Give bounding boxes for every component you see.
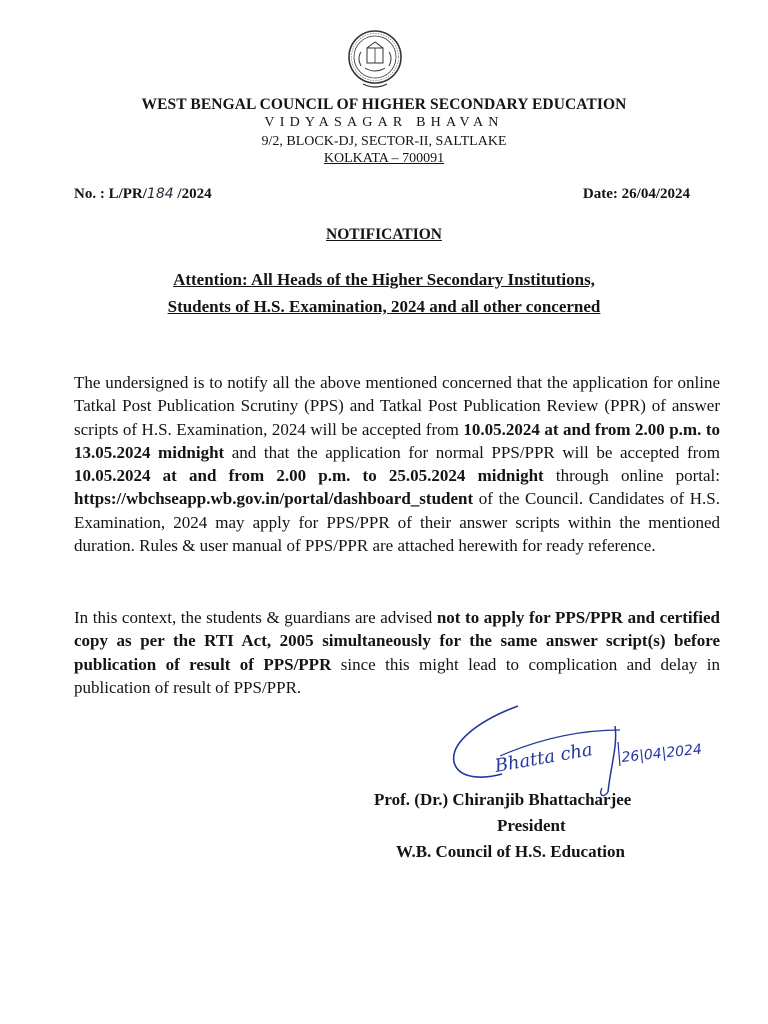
signature-image	[440, 700, 740, 800]
p1-normal-dates: 10.05.2024 at and from 2.00 p.m. to 25.05.2024 midnight	[74, 466, 544, 486]
p2-warning: not to apply for PPS/PPR and certified copy as per the RTI Act, 2005 simultaneously for the same answer script(s) before publication of result of PPS/PPR	[74, 608, 720, 674]
ref-handwritten-number: 184	[146, 186, 174, 202]
city-line	[0, 152, 768, 166]
address-line: 9/2, BLOCK-DJ, SECTOR-II, SALTLAKE	[261, 134, 507, 149]
p1-tatkal-dates: 10.05.2024 at and from 2.00 p.m. to 13.05.2024 midnight	[74, 419, 720, 462]
attention-line-1: Attention: All Heads of the Higher Secondary Institutions,	[173, 270, 595, 289]
signature-handwritten-date: 26|04|2024	[620, 741, 703, 766]
signatory-designation: President	[497, 816, 566, 835]
signature-handwritten-name: Bhatta cha	[493, 739, 595, 777]
building-name: VIDYASAGAR BHAVAN	[264, 115, 504, 130]
paragraph-1	[74, 371, 720, 557]
ref-suffix: /2024	[173, 186, 212, 202]
signatory-name: Prof. (Dr.) Chiranjib Bhattacharjee	[374, 790, 632, 809]
paragraph-2	[74, 606, 720, 699]
p1-text-1: The undersigned is to notify all the above mentioned concerned that the application for online Tatkal Post Publication Scrutiny (PPS) and Tatkal Post Publication Review (PPR) of answer scripts of H.S. Examination, 2024 will be accepted from	[74, 373, 720, 439]
p1-text-4: of the Council. Candidates of H.S. Examination, 2024 may apply for PPS/PPR of their answer scripts within the mentioned duration. Rules & user manual of PPS/PPR are attached herewith for ready reference.	[74, 489, 720, 556]
city-text: KOLKATA – 700091	[323, 151, 445, 166]
p2-text-1: In this context, the students & guardians are advised	[74, 608, 437, 627]
reference-number	[74, 186, 212, 203]
portal-url: https://wbchseapp.wb.gov.in/portal/dashboard_student	[74, 489, 474, 509]
p1-text-2: and that the application for normal PPS/PPR will be accepted from	[224, 442, 720, 462]
signatory-organization: W.B. Council of H.S. Education	[396, 842, 625, 861]
attention-line-2: Students of H.S. Examination, 2024 and all other concerned	[167, 297, 601, 316]
council-emblem-icon	[347, 28, 403, 92]
p2-text-2: since this might lead to complication and delay in publication of result of PPS/PPR.	[74, 654, 720, 697]
p1-text-3: through online portal:	[543, 466, 720, 486]
council-name: WEST BENGAL COUNCIL OF HIGHER SECONDARY EDUCATION	[141, 96, 627, 113]
ref-prefix: No. : L/PR/	[74, 186, 147, 202]
page-title: NOTIFICATION	[326, 226, 442, 243]
notification-date: Date: 26/04/2024	[582, 186, 690, 202]
